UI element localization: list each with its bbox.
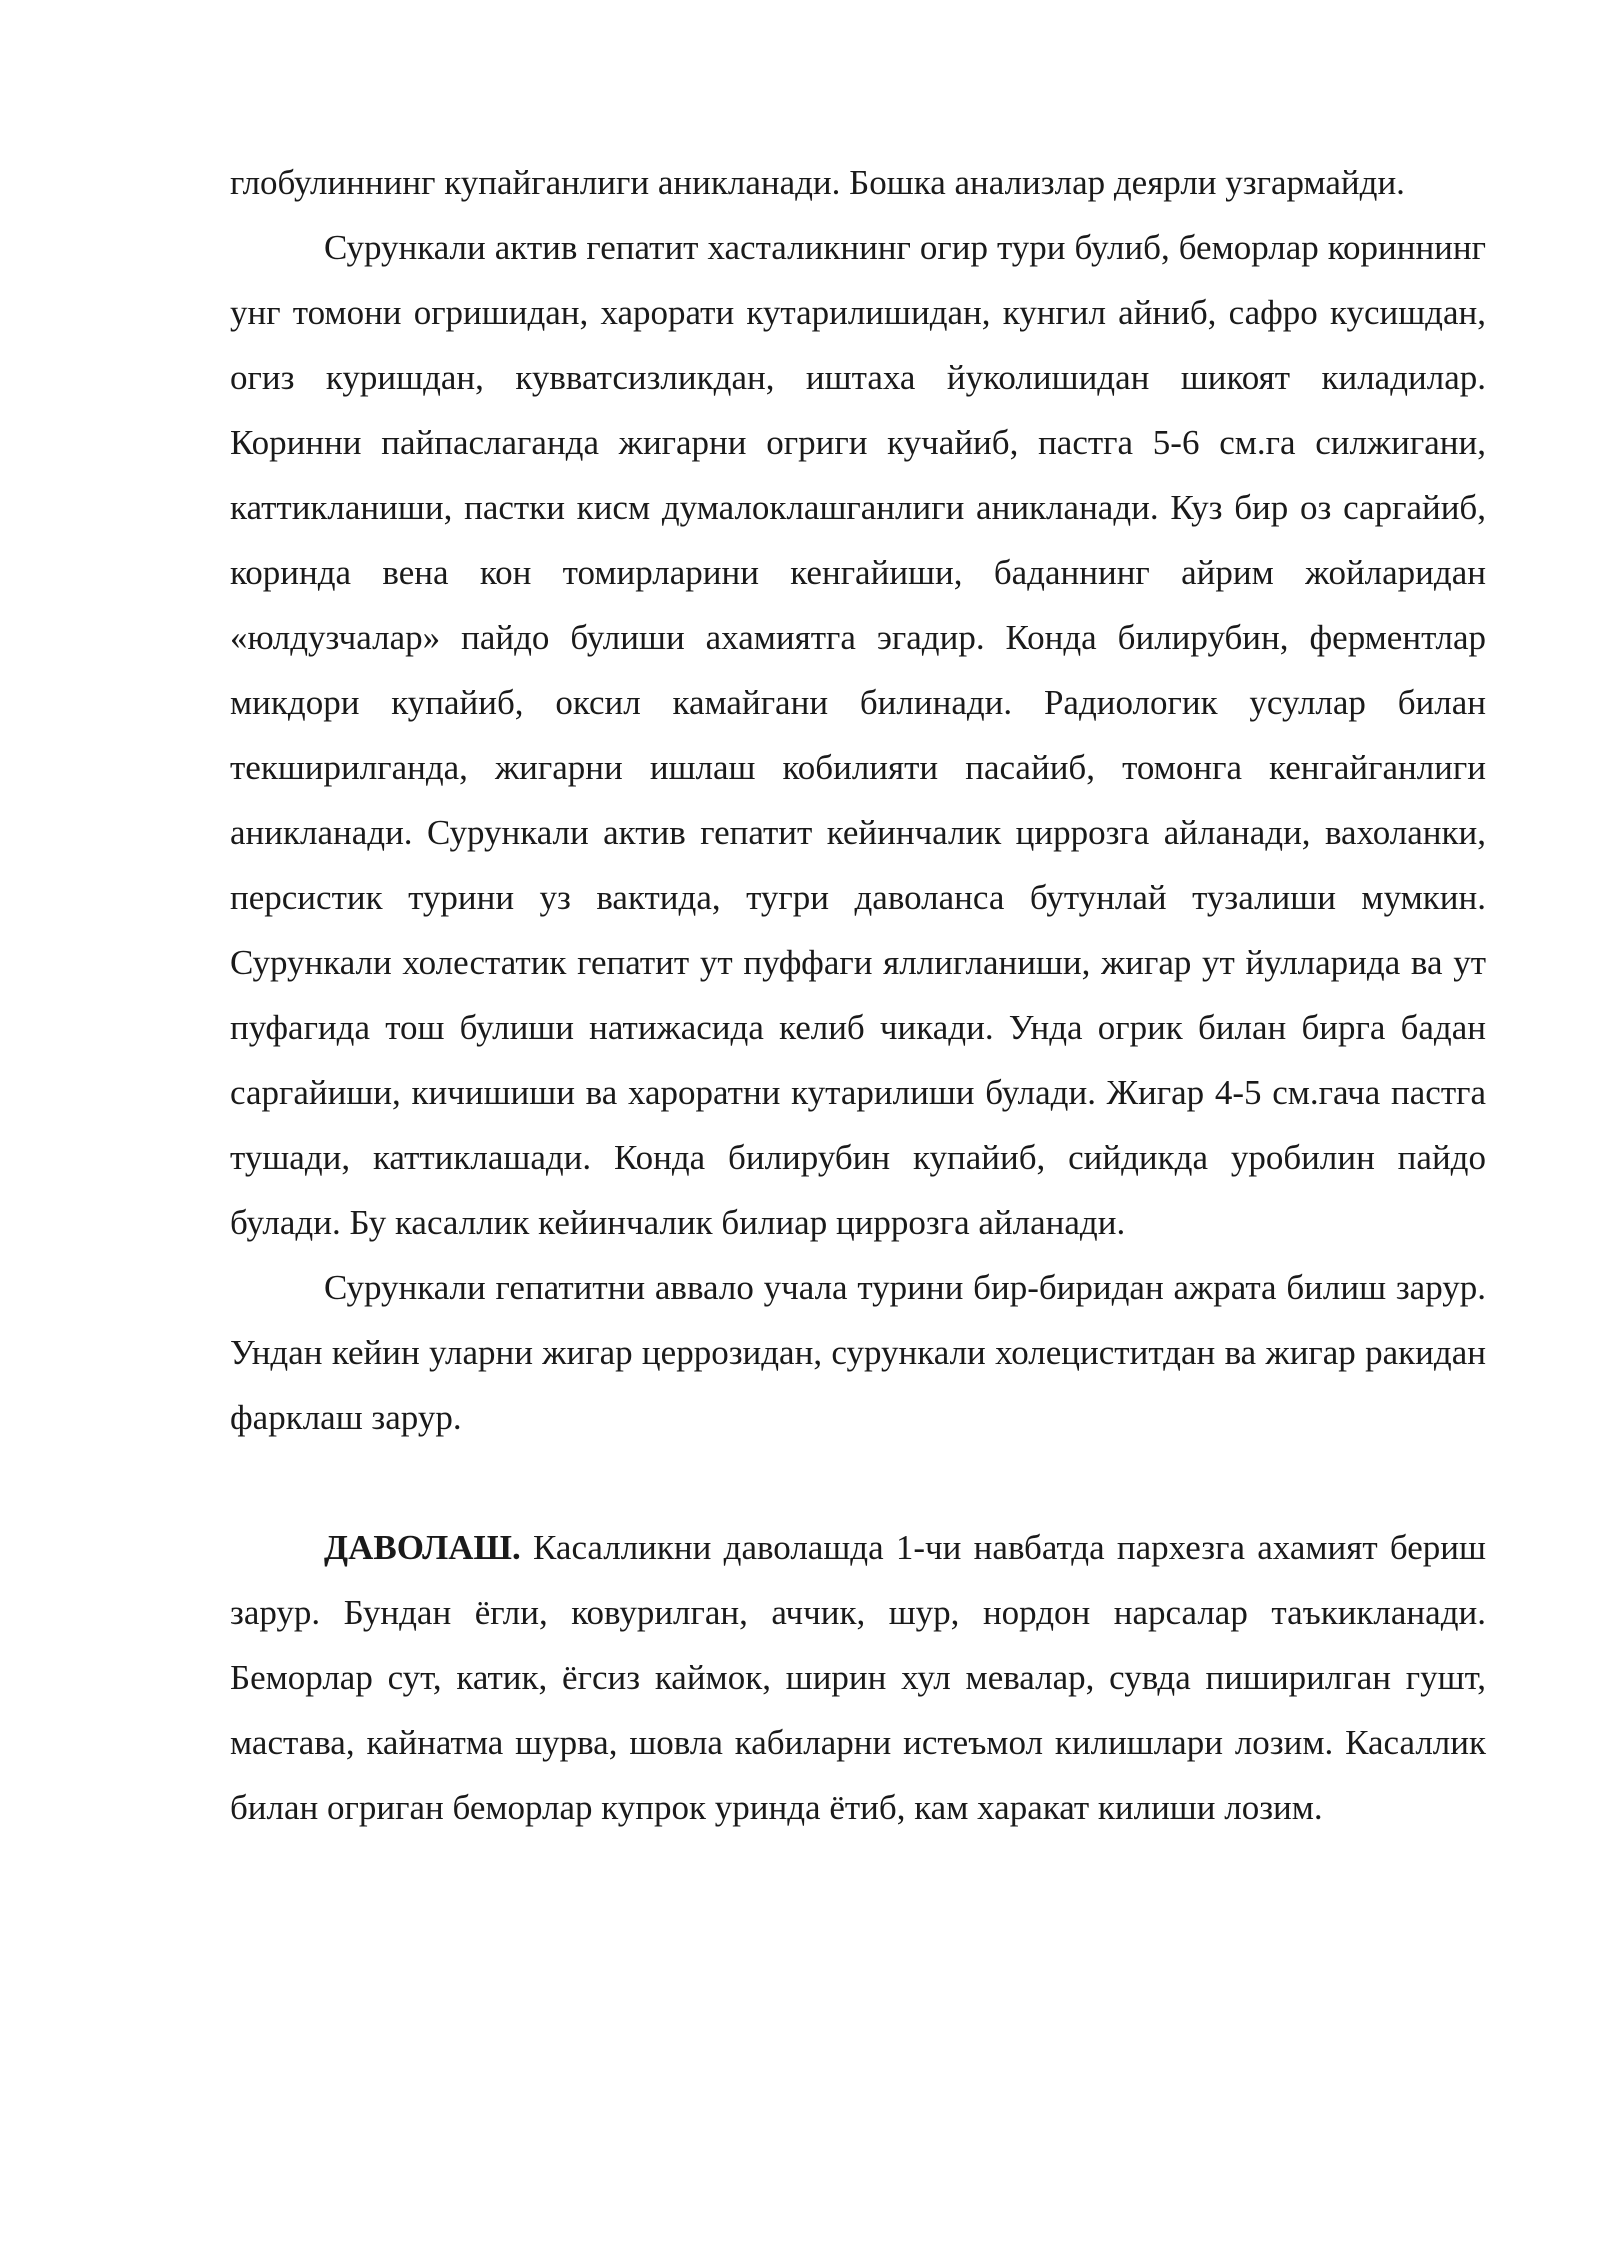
paragraph-continuation: глобулиннинг купайганлиги аникланади. Бошка анализлар деярли узгармайди. bbox=[230, 163, 1405, 202]
treatment-text: Касалликни даволашда 1-чи навбатда пархезга ахамият бериш зарур. Бундан ёгли, ковурилган, аччик, шур, нордон нарсалар таъкикланади. Беморлар сут, катик, ёгсиз каймок, ширин хул мевалар, сувда пиширилган гушт, мастава, кайнатма шурва, шовла кабиларни истеъмол килишлари лозим. Касаллик билан огриган беморлар купрок уринда ётиб, кам харакат килиши лозим. bbox=[230, 1528, 1486, 1827]
paragraph-gap bbox=[230, 1450, 1486, 1515]
paragraph-chronic-active-hepatitis: Сурункали актив гепатит хасталикнинг огир тури булиб, беморлар кориннинг унг томони огришидан, харорати кутарилишидан, кунгил айниб, сафро кусишдан, огиз куришдан, кувватсизликдан, иштаха йуколишидан шикоят киладилар. Коринни пайпаслаганда жигарни огриги кучайиб, пастга 5-6 см.га силжигани, каттикланиши, пастки кисм думалоклашганлиги аникланади. Куз бир оз саргайиб, коринда вена кон томирларини кенгайиши, баданнинг айрим жойларидан «юлдузчалар» пайдо булиши ахамиятга эгадир. Конда билирубин, ферментлар микдори купайиб, оксил камайгани билинади. Радиологик усуллар билан текширилганда, жигарни ишлаш кобилияти пасайиб, томонга кенгайганлиги аникланади. Сурункали актив гепатит кейинчалик циррозга айланади, вахоланки, персистик турини уз вактида, тугри даволанса бутунлай тузалиши мумкин. Сурункали холестатик гепатит ут пуффаги яллигланиши, жигар ут йулларида ва ут пуфагида тош булиши натижасида келиб чикади. Унда огрик билан бирга бадан саргайиши, кичишиши ва хароратни кутарилиши булади. Жигар 4-5 см.гача пастга тушади, каттиклашади. Конда билирубин купайиб, сийдикда уробилин пайдо булади. Бу касаллик кейинчалик билиар циррозга айланади. bbox=[230, 228, 1486, 1242]
paragraph-treatment bbox=[230, 1515, 1486, 1840]
document-page bbox=[230, 150, 1486, 1840]
treatment-heading: ДАВОЛАШ. bbox=[324, 1528, 521, 1567]
paragraph-differential-diagnosis: Сурункали гепатитни аввало учала турини бир-биридан ажрата билиш зарур. Ундан кейин уларни жигар церрозидан, сурункали холециститдан ва жигар ракидан фарклаш зарур. bbox=[230, 1268, 1486, 1437]
